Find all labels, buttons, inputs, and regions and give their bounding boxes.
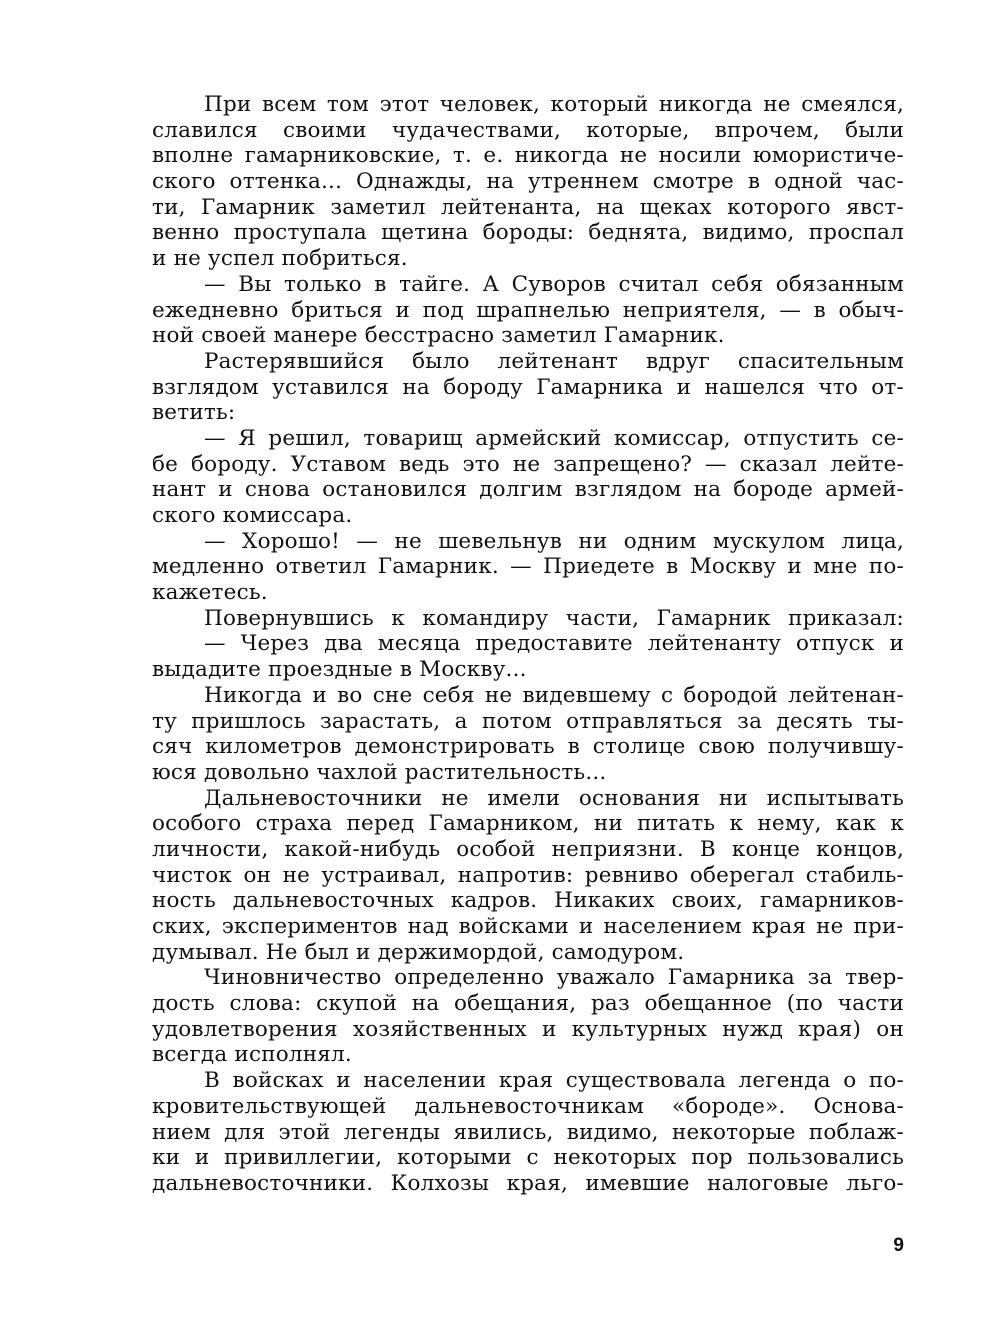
text-line: ских, экспериментов над войсками и населением края не при- [152,914,904,939]
body-text [152,92,904,1197]
text-line: ского комиссара. [152,503,353,528]
text-line: ной своей манере бесстрасно заметил Гамарник. [152,323,725,349]
text-line: — Я решил, товарищ армейский комиссар, отпустить се- [204,425,904,451]
text-line: личности, какой-нибудь особой неприязни. В конце концов, [152,836,904,862]
text-line: венно проступала щетина бороды: беднята, видимо, проспал [152,220,904,246]
text-line: думывал. Не был и держимордой, самодуром. [152,939,685,965]
text-line: — Хорошо! — не шевельнув ни одним мускулом лица, [204,528,904,554]
text-line: Никогда и во сне себя не видевшему с бородой лейтенан- [204,682,904,708]
text-line: дость слова: скупой на обещания, раз обещанное (по части [152,991,904,1017]
text-line: ту пришлось зарастать, а потом отправляться за десять ты- [152,708,904,734]
text-line: взглядом уставился на бороду Гамарника и нашелся что от- [152,374,904,400]
text-line: особого страха перед Гамарником, ни питать к нему, как к [152,811,904,837]
text-line: выдадите проездные в Москву... [152,657,527,683]
page-number: 9 [893,1235,904,1256]
text-line: ветить: [152,400,236,426]
text-line: дальневосточники. Колхозы края, имевшие налоговые льго- [152,1170,904,1196]
text-line: нием для этой легенды явились, видимо, некоторые поблаж- [152,1119,904,1145]
text-line: бе бороду. Уставом ведь это не запрещено? — сказал лейте- [152,451,904,477]
text-line: ки и привиллегии, которыми с некоторых пор пользовались [152,1145,904,1171]
text-line: славился своими чудачествами, которые, впрочем, были [152,117,904,143]
text-line: В войсках и населении края существовала легенда о по- [204,1068,904,1094]
text-line: вполне гамарниковские, т. е. никогда не носили юмористиче- [152,143,904,169]
text-line: ского оттенка... Однажды, на утреннем смотре в одной час- [152,169,904,195]
text-line: юся довольно чахлой растительность... [152,759,607,785]
text-line: медленно ответил Гамарник. — Приедете в Москву и мне по- [152,554,904,580]
text-line: удовлетворения хозяйственных и культурных нужд края) он [152,1016,904,1042]
text-line: Растерявшийся было лейтенант вдруг спасительным [204,348,904,374]
text-line: чисток он не устраивал, напротив: ревниво оберегал стабиль- [152,862,904,888]
text-line: Чиновничество определенно уважало Гамарника за твер- [204,965,904,991]
text-line: ежедневно бриться и под шрапнелью неприятеля, — в обыч- [152,297,904,323]
text-line: нант и снова остановился долгим взглядом на бороде армей- [152,477,904,503]
text-line: и не успел побриться. [152,246,408,272]
text-line: ти, Гамарник заметил лейтенанта, на щеках которого явст- [152,194,904,220]
text-line: Повернувшись к командиру части, Гамарник приказал: [204,605,904,631]
text-line: кровительствующей дальневосточникам «бороде». Основа- [152,1093,904,1119]
text-line: Дальневосточники не имели основания ни испытывать [204,785,904,811]
text-line: ность дальневосточных кадров. Никаких своих, гамарников- [152,888,904,914]
text-line: всегда исполнял. [152,1042,352,1068]
text-line: сяч километров демонстрировать в столице свою получившу- [152,734,904,760]
text-line: — Через два месяца предоставите лейтенанту отпуск и [204,631,904,657]
text-line: — Вы только в тайге. А Суворов считал себя обязанным [204,271,904,297]
text-line: При всем том этот человек, который никогда не смеялся, [204,92,904,117]
text-line: кажетесь. [152,580,268,606]
